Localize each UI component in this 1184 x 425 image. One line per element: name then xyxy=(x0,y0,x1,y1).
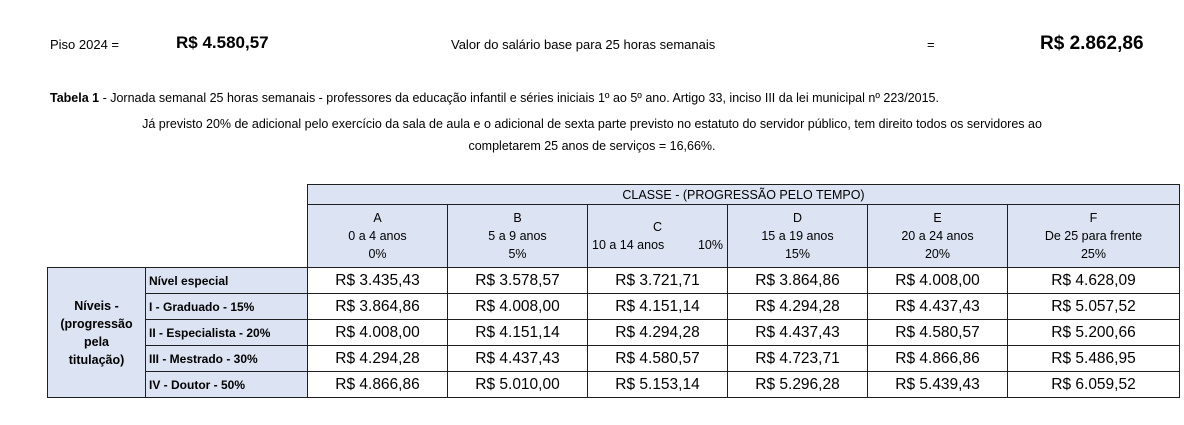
table-cell: R$ 4.866,86 xyxy=(868,346,1008,372)
salary-table xyxy=(47,184,1180,398)
column-header-c: C 10 a 14 anos 10% xyxy=(588,205,728,268)
class-title: CLASSE - (PROGRESSÃO PELO TEMPO) xyxy=(308,185,1180,205)
table-cell: R$ 4.580,57 xyxy=(588,346,728,372)
column-header-d: D 15 a 19 anos 15% xyxy=(728,205,868,268)
table-caption xyxy=(50,91,939,105)
table-cell: R$ 3.578,57 xyxy=(448,268,588,294)
table-caption-title: Tabela 1 xyxy=(50,91,100,105)
column-header-e: E 20 a 24 anos 20% xyxy=(868,205,1008,268)
table-cell: R$ 4.294,28 xyxy=(308,346,448,372)
piso-label: Piso 2024 = xyxy=(50,37,120,52)
table-cell: R$ 5.296,28 xyxy=(728,372,868,398)
table-cell: R$ 4.294,28 xyxy=(588,320,728,346)
table-cell: R$ 4.628,09 xyxy=(1008,268,1180,294)
equals-sign: = xyxy=(927,37,935,52)
column-header-b: B 5 a 9 anos 5% xyxy=(448,205,588,268)
table-cell: R$ 3.864,86 xyxy=(728,268,868,294)
table-cell: R$ 4.723,71 xyxy=(728,346,868,372)
table-cell: R$ 4.151,14 xyxy=(448,320,588,346)
row-label: II - Especialista - 20% xyxy=(146,320,308,346)
class-title-row xyxy=(48,185,1180,205)
levels-title: Níveis - (progressão pela titulação) xyxy=(48,268,146,398)
table-cell: R$ 4.008,00 xyxy=(868,268,1008,294)
table-cell: R$ 4.437,43 xyxy=(728,320,868,346)
column-header-a: A 0 a 4 anos 0% xyxy=(308,205,448,268)
row-label: I - Graduado - 15% xyxy=(146,294,308,320)
caption-line-3: completarem 25 anos de serviços = 16,66%. xyxy=(468,139,716,153)
table-cell: R$ 4.008,00 xyxy=(308,320,448,346)
table-cell: R$ 4.008,00 xyxy=(448,294,588,320)
table-cell: R$ 5.057,52 xyxy=(1008,294,1180,320)
row-label: III - Mestrado - 30% xyxy=(146,346,308,372)
table-cell: R$ 4.151,14 xyxy=(588,294,728,320)
row-label: IV - Doutor - 50% xyxy=(146,372,308,398)
table-row xyxy=(48,346,1180,372)
table-caption-description: - Jornada semanal 25 horas semanais - professores da educação infantil e séries iniciais 1º ao 5º ano. Artigo 33, inciso III da lei municipal nº 223/2015. xyxy=(99,91,939,105)
row-label: Nível especial xyxy=(146,268,308,294)
piso-value: R$ 4.580,57 xyxy=(176,33,269,52)
table-row xyxy=(48,294,1180,320)
table-cell: R$ 5.010,00 xyxy=(448,372,588,398)
table-cell: R$ 6.059,52 xyxy=(1008,372,1180,398)
column-header-row xyxy=(48,205,1180,268)
table-cell: R$ 5.486,95 xyxy=(1008,346,1180,372)
table-cell: R$ 5.439,43 xyxy=(868,372,1008,398)
table-cell: R$ 5.200,66 xyxy=(1008,320,1180,346)
table-cell: R$ 4.294,28 xyxy=(728,294,868,320)
table-row xyxy=(48,268,1180,294)
table-cell: R$ 5.153,14 xyxy=(588,372,728,398)
table-row xyxy=(48,372,1180,398)
column-header-f: F De 25 para frente 25% xyxy=(1008,205,1180,268)
base-salary-label: Valor do salário base para 25 horas semanais xyxy=(451,37,716,52)
table-cell: R$ 4.437,43 xyxy=(868,294,1008,320)
base-salary-value: R$ 2.862,86 xyxy=(1040,33,1144,54)
table-row xyxy=(48,320,1180,346)
table-cell: R$ 4.580,57 xyxy=(868,320,1008,346)
table-cell: R$ 3.864,86 xyxy=(308,294,448,320)
table-cell: R$ 4.866,86 xyxy=(308,372,448,398)
table-cell: R$ 3.721,71 xyxy=(588,268,728,294)
caption-line-2: Já previsto 20% de adicional pelo exercício da sala de aula e o adicional de sexta parte previsto no estatuto do servidor público, tem direito todos os servidores ao xyxy=(142,117,1042,131)
table-cell: R$ 3.435,43 xyxy=(308,268,448,294)
table-cell: R$ 4.437,43 xyxy=(448,346,588,372)
